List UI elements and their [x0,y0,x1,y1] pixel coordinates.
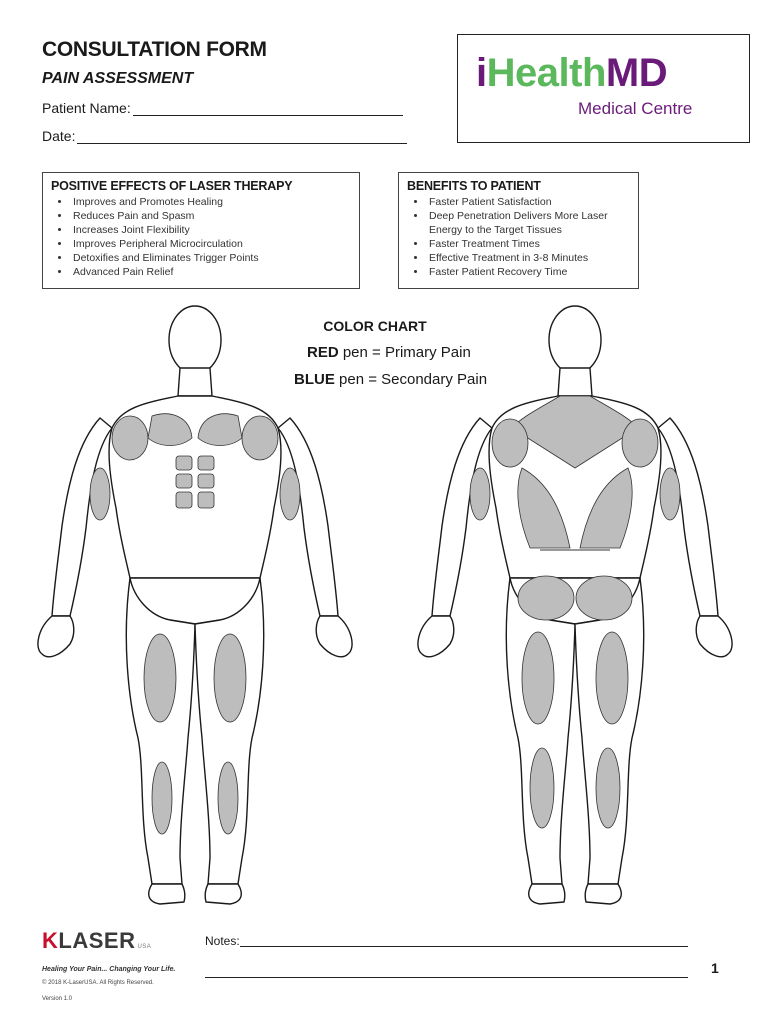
date-field [42,128,407,144]
red-pen-legend [307,344,471,361]
patient-name-field [42,100,403,116]
date-line[interactable] [77,129,407,144]
version: Version 1.0 [42,996,73,1002]
logo-wordmark [476,51,667,96]
klaser-k: K [42,928,59,953]
positive-effects-list [51,195,351,279]
list-item: • Increases Joint Flexibility [71,223,351,237]
tagline: Healing Your Pain... Changing Your Life. [42,966,176,973]
logo-subtitle: Medical Centre [578,99,693,118]
blue-pen-legend [294,371,487,388]
color-chart-title: COLOR CHART [323,318,427,334]
red-pen-text: pen = Primary Pain [342,344,471,361]
benefits-box [398,172,639,289]
copyright: © 2018 K-LaserUSA. All Rights Reserved. [42,980,154,986]
blue-pen-text: pen = Secondary Pain [339,371,488,388]
list-item: • Detoxifies and Eliminates Trigger Points [71,251,351,265]
list-item: • Reduces Pain and Spasm [71,209,351,223]
klaser-logo [42,928,151,954]
form-subtitle: PAIN ASSESSMENT [42,70,194,87]
logo-md-text: MD [605,51,668,95]
page-number: 1 [711,960,719,976]
back-body-figure[interactable] [410,298,740,910]
notes-line[interactable] [240,946,688,947]
front-body-figure[interactable] [30,298,360,910]
patient-name-line[interactable] [133,101,403,116]
list-item: • Faster Patient Recovery Time [427,265,630,279]
blue-pen-label: BLUE [294,371,335,388]
benefits-heading: BENEFITS TO PATIENT [407,179,541,193]
notes-label: Notes: [205,934,240,948]
positive-effects-box [42,172,360,289]
positive-effects-heading: POSITIVE EFFECTS OF LASER THERAPY [51,179,293,193]
notes-line[interactable] [205,977,688,978]
list-item: • Improves Peripheral Microcirculation [71,237,351,251]
clinic-logo [457,34,750,143]
klaser-usa: USA [137,944,152,950]
list-item: • Faster Patient Satisfaction [427,195,630,209]
list-item: • Effective Treatment in 3-8 Minutes [427,251,630,265]
list-item: • Improves and Promotes Healing [71,195,351,209]
date-label: Date: [42,128,76,144]
list-item: • Advanced Pain Relief [71,265,351,279]
benefits-list [407,195,630,279]
patient-name-label: Patient Name: [42,100,131,116]
klaser-laser: LASER [58,928,136,953]
logo-health-text: Health [486,51,606,95]
logo-prefix: i [476,51,487,95]
red-pen-label: RED [307,344,339,361]
list-item: • Faster Treatment Times [427,237,630,251]
list-item: • Deep Penetration Delivers More Laser Energy to the Target Tissues [427,209,630,237]
form-title: CONSULTATION FORM [42,38,267,61]
